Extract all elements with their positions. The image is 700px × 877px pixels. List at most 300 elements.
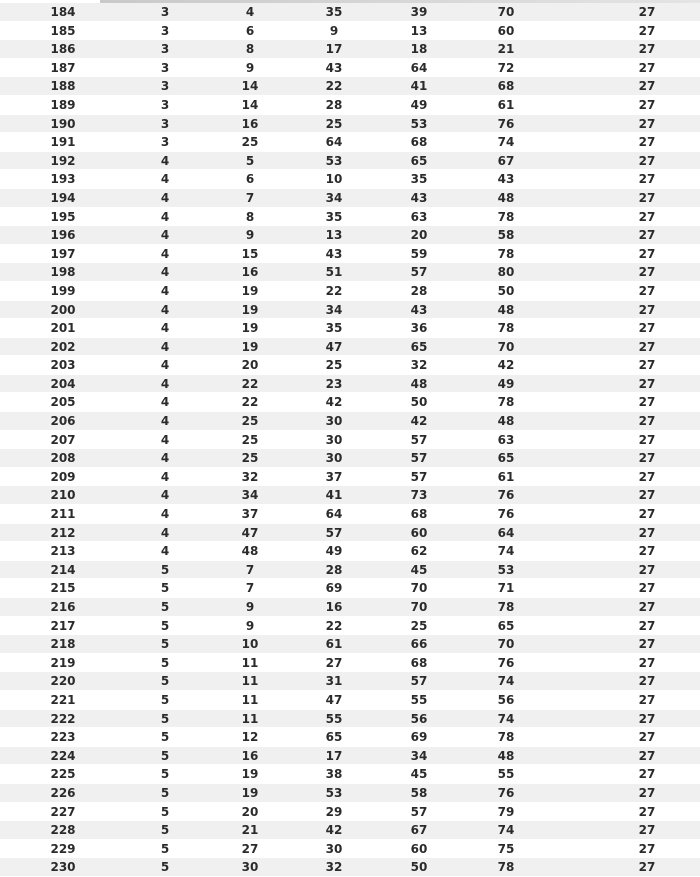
table-cell[interactable]: 4 — [160, 469, 170, 484]
table-cell[interactable]: 223 — [50, 730, 76, 745]
table-cell[interactable]: 70 — [497, 339, 515, 354]
table-cell[interactable]: 210 — [50, 488, 76, 503]
table-cell[interactable]: 3 — [160, 79, 170, 94]
table-cell[interactable]: 80 — [497, 265, 515, 280]
table-cell[interactable]: 27 — [638, 246, 656, 261]
table-cell[interactable]: 59 — [410, 246, 428, 261]
table-cell[interactable]: 5 — [160, 692, 170, 707]
table-cell[interactable]: 27 — [638, 302, 656, 317]
table-cell[interactable]: 13 — [410, 23, 428, 38]
table-cell[interactable]: 19 — [241, 321, 259, 336]
table-cell[interactable]: 27 — [638, 488, 656, 503]
table-cell[interactable]: 8 — [245, 209, 255, 224]
table-cell[interactable]: 4 — [160, 376, 170, 391]
table-cell[interactable]: 31 — [325, 674, 343, 689]
table-cell[interactable]: 4 — [160, 228, 170, 243]
table-cell[interactable]: 70 — [410, 600, 428, 614]
table-cell[interactable]: 199 — [50, 283, 76, 298]
table-cell[interactable]: 192 — [50, 153, 76, 168]
table-cell[interactable]: 25 — [241, 414, 259, 429]
table-cell[interactable]: 66 — [410, 637, 428, 652]
table-cell[interactable]: 32 — [410, 358, 428, 373]
table-cell[interactable]: 193 — [50, 172, 76, 187]
table-cell[interactable]: 48 — [497, 190, 515, 205]
table-cell[interactable]: 18 — [410, 42, 428, 57]
table-cell[interactable]: 22 — [325, 618, 343, 633]
table-cell[interactable]: 5 — [160, 785, 170, 800]
table-cell[interactable]: 48 — [497, 748, 515, 763]
table-cell[interactable]: 11 — [241, 655, 259, 670]
table-cell[interactable]: 27 — [638, 135, 656, 150]
table-cell[interactable]: 3 — [160, 97, 170, 112]
table-cell[interactable]: 25 — [325, 358, 343, 373]
table-cell[interactable]: 4 — [160, 358, 170, 373]
table-cell[interactable]: 43 — [410, 302, 428, 317]
table-cell[interactable]: 5 — [160, 767, 170, 782]
table-cell[interactable]: 27 — [638, 358, 656, 373]
table-cell[interactable]: 27 — [638, 711, 656, 726]
table-cell[interactable]: 216 — [50, 600, 76, 614]
table-cell[interactable]: 27 — [638, 339, 656, 354]
table-cell[interactable]: 205 — [50, 395, 76, 410]
table-cell[interactable]: 68 — [410, 135, 428, 150]
table-cell[interactable]: 69 — [410, 730, 428, 745]
table-cell[interactable]: 27 — [638, 395, 656, 410]
table-cell[interactable]: 27 — [638, 562, 656, 577]
table-cell[interactable]: 38 — [325, 767, 343, 782]
table-cell[interactable]: 51 — [325, 265, 343, 280]
table-cell[interactable]: 48 — [241, 544, 259, 559]
table-cell[interactable]: 48 — [410, 376, 428, 391]
table-cell[interactable]: 27 — [638, 525, 656, 540]
table-cell[interactable]: 222 — [50, 711, 76, 726]
table-cell[interactable]: 215 — [50, 581, 76, 596]
table-cell[interactable]: 42 — [325, 823, 343, 838]
table-cell[interactable]: 7 — [245, 581, 255, 596]
table-cell[interactable]: 226 — [50, 785, 76, 800]
table-cell[interactable]: 68 — [497, 79, 515, 94]
table-cell[interactable]: 57 — [410, 804, 428, 819]
table-cell[interactable]: 42 — [497, 358, 515, 373]
table-cell[interactable]: 27 — [638, 451, 656, 466]
table-cell[interactable]: 3 — [160, 60, 170, 75]
table-cell[interactable]: 5 — [160, 711, 170, 726]
table-cell[interactable]: 56 — [410, 711, 428, 726]
table-cell[interactable]: 47 — [325, 339, 343, 354]
table-cell[interactable]: 6 — [245, 172, 255, 187]
table-cell[interactable]: 70 — [497, 5, 515, 19]
table-cell[interactable]: 17 — [325, 748, 343, 763]
table-cell[interactable]: 50 — [497, 283, 515, 298]
table-cell[interactable]: 5 — [160, 618, 170, 633]
table-cell[interactable]: 214 — [50, 562, 76, 577]
table-cell[interactable]: 27 — [638, 600, 656, 614]
table-cell[interactable]: 41 — [325, 488, 343, 503]
table-cell[interactable]: 69 — [325, 581, 343, 596]
table-cell[interactable]: 65 — [325, 730, 343, 745]
table-cell[interactable]: 7 — [245, 562, 255, 577]
table-cell[interactable]: 221 — [50, 692, 76, 707]
table-cell[interactable]: 5 — [160, 823, 170, 838]
table-cell[interactable]: 27 — [638, 674, 656, 689]
table-cell[interactable]: 27 — [638, 655, 656, 670]
table-cell[interactable]: 28 — [325, 562, 343, 577]
table-cell[interactable]: 9 — [245, 60, 255, 75]
table-cell[interactable]: 47 — [241, 525, 259, 540]
table-cell[interactable]: 30 — [325, 451, 343, 466]
table-cell[interactable]: 57 — [410, 451, 428, 466]
table-cell[interactable]: 64 — [410, 60, 428, 75]
table-cell[interactable]: 30 — [325, 432, 343, 447]
table-cell[interactable]: 27 — [638, 618, 656, 633]
table-cell[interactable]: 78 — [497, 395, 515, 410]
table-cell[interactable]: 5 — [160, 748, 170, 763]
table-cell[interactable]: 34 — [325, 190, 343, 205]
table-cell[interactable]: 30 — [325, 841, 343, 856]
table-cell[interactable]: 22 — [241, 395, 259, 410]
table-cell[interactable]: 13 — [325, 228, 343, 243]
table-cell[interactable]: 65 — [410, 339, 428, 354]
table-cell[interactable]: 213 — [50, 544, 76, 559]
table-cell[interactable]: 12 — [241, 730, 259, 745]
table-cell[interactable]: 43 — [497, 172, 515, 187]
table-cell[interactable]: 61 — [497, 469, 515, 484]
table-cell[interactable]: 22 — [241, 376, 259, 391]
table-cell[interactable]: 27 — [638, 544, 656, 559]
table-cell[interactable]: 61 — [497, 97, 515, 112]
table-cell[interactable]: 27 — [638, 823, 656, 838]
table-cell[interactable]: 30 — [241, 860, 259, 875]
table-cell[interactable]: 16 — [241, 116, 259, 131]
table-cell[interactable]: 67 — [497, 153, 515, 168]
table-cell[interactable]: 228 — [50, 823, 76, 838]
table-cell[interactable]: 184 — [50, 5, 76, 19]
table-cell[interactable]: 48 — [497, 302, 515, 317]
table-cell[interactable]: 4 — [160, 395, 170, 410]
table-cell[interactable]: 42 — [410, 414, 428, 429]
table-cell[interactable]: 5 — [160, 637, 170, 652]
table-cell[interactable]: 11 — [241, 711, 259, 726]
table-cell[interactable]: 49 — [325, 544, 343, 559]
table-cell[interactable]: 206 — [50, 414, 76, 429]
table-cell[interactable]: 57 — [410, 265, 428, 280]
table-cell[interactable]: 62 — [410, 544, 428, 559]
table-cell[interactable]: 6 — [245, 23, 255, 38]
table-cell[interactable]: 225 — [50, 767, 76, 782]
table-cell[interactable]: 30 — [325, 414, 343, 429]
table-cell[interactable]: 212 — [50, 525, 76, 540]
table-cell[interactable]: 217 — [50, 618, 76, 633]
table-cell[interactable]: 28 — [325, 97, 343, 112]
table-cell[interactable]: 53 — [325, 153, 343, 168]
table-cell[interactable]: 5 — [160, 860, 170, 875]
table-cell[interactable]: 34 — [410, 748, 428, 763]
table-cell[interactable]: 35 — [325, 321, 343, 336]
table-cell[interactable]: 27 — [638, 228, 656, 243]
table-cell[interactable]: 4 — [160, 544, 170, 559]
table-cell[interactable]: 68 — [410, 655, 428, 670]
table-cell[interactable]: 64 — [325, 507, 343, 522]
table-cell[interactable]: 5 — [160, 674, 170, 689]
table-cell[interactable]: 3 — [160, 5, 170, 19]
table-cell[interactable]: 27 — [241, 841, 259, 856]
table-cell[interactable]: 37 — [241, 507, 259, 522]
table-cell[interactable]: 27 — [638, 79, 656, 94]
table-cell[interactable]: 79 — [497, 804, 515, 819]
table-cell[interactable]: 71 — [497, 581, 515, 596]
table-cell[interactable]: 3 — [160, 23, 170, 38]
table-cell[interactable]: 43 — [325, 246, 343, 261]
table-cell[interactable]: 23 — [325, 376, 343, 391]
table-cell[interactable]: 21 — [497, 42, 515, 57]
table-cell[interactable]: 32 — [325, 860, 343, 875]
table-cell[interactable]: 4 — [245, 5, 255, 19]
table-cell[interactable]: 27 — [638, 172, 656, 187]
table-cell[interactable]: 76 — [497, 507, 515, 522]
table-cell[interactable]: 63 — [410, 209, 428, 224]
table-cell[interactable]: 27 — [638, 60, 656, 75]
table-cell[interactable]: 201 — [50, 321, 76, 336]
table-cell[interactable]: 207 — [50, 432, 76, 447]
table-cell[interactable]: 9 — [329, 23, 339, 38]
table-cell[interactable]: 25 — [241, 432, 259, 447]
table-cell[interactable]: 5 — [160, 655, 170, 670]
table-cell[interactable]: 27 — [638, 637, 656, 652]
table-cell[interactable]: 50 — [410, 395, 428, 410]
table-cell[interactable]: 39 — [410, 5, 428, 19]
table-cell[interactable]: 43 — [325, 60, 343, 75]
table-cell[interactable]: 74 — [497, 674, 515, 689]
table-cell[interactable]: 32 — [241, 469, 259, 484]
table-cell[interactable]: 27 — [638, 469, 656, 484]
table-cell[interactable]: 53 — [497, 562, 515, 577]
table-cell[interactable]: 55 — [497, 767, 515, 782]
table-cell[interactable]: 55 — [410, 692, 428, 707]
table-cell[interactable]: 60 — [410, 841, 428, 856]
table-cell[interactable]: 75 — [497, 841, 515, 856]
table-cell[interactable]: 19 — [241, 339, 259, 354]
table-cell[interactable]: 230 — [50, 860, 76, 875]
table-cell[interactable]: 4 — [160, 414, 170, 429]
table-cell[interactable]: 25 — [410, 618, 428, 633]
table-cell[interactable]: 27 — [638, 841, 656, 856]
table-cell[interactable]: 4 — [160, 507, 170, 522]
table-cell[interactable]: 5 — [245, 153, 255, 168]
table-cell[interactable]: 43 — [410, 190, 428, 205]
table-cell[interactable]: 4 — [160, 265, 170, 280]
table-cell[interactable]: 17 — [325, 42, 343, 57]
table-cell[interactable]: 191 — [50, 135, 76, 150]
table-cell[interactable]: 27 — [638, 785, 656, 800]
table-cell[interactable]: 4 — [160, 451, 170, 466]
table-cell[interactable]: 56 — [497, 692, 515, 707]
table-cell[interactable]: 20 — [410, 228, 428, 243]
table-cell[interactable]: 27 — [638, 581, 656, 596]
table-cell[interactable]: 27 — [638, 23, 656, 38]
table-cell[interactable]: 37 — [325, 469, 343, 484]
table-cell[interactable]: 11 — [241, 692, 259, 707]
table-cell[interactable]: 55 — [325, 711, 343, 726]
table-cell[interactable]: 3 — [160, 116, 170, 131]
table-cell[interactable]: 35 — [410, 172, 428, 187]
table-cell[interactable]: 5 — [160, 841, 170, 856]
table-cell[interactable]: 58 — [497, 228, 515, 243]
table-cell[interactable]: 76 — [497, 116, 515, 131]
table-cell[interactable]: 27 — [638, 153, 656, 168]
table-cell[interactable]: 45 — [410, 562, 428, 577]
table-cell[interactable]: 224 — [50, 748, 76, 763]
table-cell[interactable]: 8 — [245, 42, 255, 57]
table-cell[interactable]: 68 — [410, 507, 428, 522]
table-cell[interactable]: 229 — [50, 841, 76, 856]
table-cell[interactable]: 64 — [325, 135, 343, 150]
table-cell[interactable]: 187 — [50, 60, 76, 75]
table-cell[interactable]: 22 — [325, 283, 343, 298]
table-cell[interactable]: 4 — [160, 302, 170, 317]
table-cell[interactable]: 61 — [325, 637, 343, 652]
table-cell[interactable]: 78 — [497, 730, 515, 745]
table-cell[interactable]: 188 — [50, 79, 76, 94]
table-cell[interactable]: 64 — [497, 525, 515, 540]
table-cell[interactable]: 57 — [325, 525, 343, 540]
table-cell[interactable]: 218 — [50, 637, 76, 652]
table-cell[interactable]: 25 — [241, 451, 259, 466]
table-cell[interactable]: 200 — [50, 302, 76, 317]
table-cell[interactable]: 50 — [410, 860, 428, 875]
table-cell[interactable]: 3 — [160, 135, 170, 150]
table-cell[interactable]: 15 — [241, 246, 259, 261]
table-cell[interactable]: 27 — [638, 321, 656, 336]
table-cell[interactable]: 10 — [241, 637, 259, 652]
table-cell[interactable]: 189 — [50, 97, 76, 112]
table-cell[interactable]: 197 — [50, 246, 76, 261]
table-cell[interactable]: 4 — [160, 209, 170, 224]
table-cell[interactable]: 57 — [410, 674, 428, 689]
table-cell[interactable]: 27 — [638, 767, 656, 782]
table-cell[interactable]: 76 — [497, 488, 515, 503]
table-cell[interactable]: 25 — [325, 116, 343, 131]
table-cell[interactable]: 60 — [410, 525, 428, 540]
table-cell[interactable]: 4 — [160, 172, 170, 187]
table-cell[interactable]: 14 — [241, 79, 259, 94]
table-cell[interactable]: 196 — [50, 228, 76, 243]
table-cell[interactable]: 27 — [638, 42, 656, 57]
table-cell[interactable]: 74 — [497, 823, 515, 838]
table-cell[interactable]: 70 — [497, 637, 515, 652]
table-cell[interactable]: 25 — [241, 135, 259, 150]
table-cell[interactable]: 14 — [241, 97, 259, 112]
table-cell[interactable]: 27 — [638, 376, 656, 391]
table-cell[interactable]: 227 — [50, 804, 76, 819]
table-cell[interactable]: 73 — [410, 488, 428, 503]
table-cell[interactable]: 27 — [638, 507, 656, 522]
table-cell[interactable]: 57 — [410, 469, 428, 484]
table-cell[interactable]: 198 — [50, 265, 76, 280]
table-cell[interactable]: 36 — [410, 321, 428, 336]
table-cell[interactable]: 72 — [497, 60, 515, 75]
table-cell[interactable]: 74 — [497, 544, 515, 559]
table-cell[interactable]: 219 — [50, 655, 76, 670]
table-cell[interactable]: 57 — [410, 432, 428, 447]
table-cell[interactable]: 67 — [410, 823, 428, 838]
table-cell[interactable]: 16 — [325, 600, 343, 614]
table-cell[interactable]: 27 — [638, 5, 656, 19]
table-cell[interactable]: 27 — [638, 116, 656, 131]
table-cell[interactable]: 19 — [241, 767, 259, 782]
table-cell[interactable]: 76 — [497, 785, 515, 800]
table-cell[interactable]: 53 — [410, 116, 428, 131]
table-cell[interactable]: 78 — [497, 860, 515, 875]
table-cell[interactable]: 11 — [241, 674, 259, 689]
table-cell[interactable]: 220 — [50, 674, 76, 689]
table-cell[interactable]: 22 — [325, 79, 343, 94]
table-cell[interactable]: 29 — [325, 804, 343, 819]
table-cell[interactable]: 185 — [50, 23, 76, 38]
table-cell[interactable]: 27 — [638, 860, 656, 875]
table-cell[interactable]: 5 — [160, 581, 170, 596]
table-cell[interactable]: 5 — [160, 562, 170, 577]
table-cell[interactable]: 5 — [160, 730, 170, 745]
table-cell[interactable]: 194 — [50, 190, 76, 205]
table-cell[interactable]: 49 — [410, 97, 428, 112]
table-cell[interactable]: 78 — [497, 600, 515, 614]
table-cell[interactable]: 203 — [50, 358, 76, 373]
table-cell[interactable]: 27 — [325, 655, 343, 670]
table-cell[interactable]: 63 — [497, 432, 515, 447]
table-cell[interactable]: 4 — [160, 190, 170, 205]
table-cell[interactable]: 5 — [160, 804, 170, 819]
table-cell[interactable]: 34 — [241, 488, 259, 503]
table-cell[interactable]: 65 — [410, 153, 428, 168]
table-cell[interactable]: 27 — [638, 804, 656, 819]
table-cell[interactable]: 211 — [50, 507, 76, 522]
table-cell[interactable]: 65 — [497, 451, 515, 466]
table-cell[interactable]: 3 — [160, 42, 170, 57]
table-cell[interactable]: 209 — [50, 469, 76, 484]
table-cell[interactable]: 27 — [638, 283, 656, 298]
table-cell[interactable]: 78 — [497, 246, 515, 261]
table-cell[interactable]: 204 — [50, 376, 76, 391]
table-cell[interactable]: 27 — [638, 748, 656, 763]
table-cell[interactable]: 4 — [160, 525, 170, 540]
table-cell[interactable]: 16 — [241, 748, 259, 763]
table-cell[interactable]: 49 — [497, 376, 515, 391]
table-cell[interactable]: 16 — [241, 265, 259, 280]
table-cell[interactable]: 195 — [50, 209, 76, 224]
table-cell[interactable]: 48 — [497, 414, 515, 429]
table-cell[interactable]: 27 — [638, 265, 656, 280]
table-cell[interactable]: 28 — [410, 283, 428, 298]
table-cell[interactable]: 7 — [245, 190, 255, 205]
table-cell[interactable]: 202 — [50, 339, 76, 354]
table-cell[interactable]: 34 — [325, 302, 343, 317]
table-cell[interactable]: 4 — [160, 339, 170, 354]
table-cell[interactable]: 47 — [325, 692, 343, 707]
table-cell[interactable]: 60 — [497, 23, 515, 38]
table-cell[interactable]: 27 — [638, 414, 656, 429]
table-cell[interactable]: 58 — [410, 785, 428, 800]
table-cell[interactable]: 4 — [160, 153, 170, 168]
table-cell[interactable]: 4 — [160, 432, 170, 447]
table-cell[interactable]: 27 — [638, 692, 656, 707]
table-cell[interactable]: 186 — [50, 42, 76, 57]
table-cell[interactable]: 208 — [50, 451, 76, 466]
table-cell[interactable]: 27 — [638, 730, 656, 745]
table-cell[interactable]: 78 — [497, 321, 515, 336]
table-cell[interactable]: 5 — [160, 600, 170, 614]
table-cell[interactable]: 27 — [638, 432, 656, 447]
table-cell[interactable]: 74 — [497, 135, 515, 150]
